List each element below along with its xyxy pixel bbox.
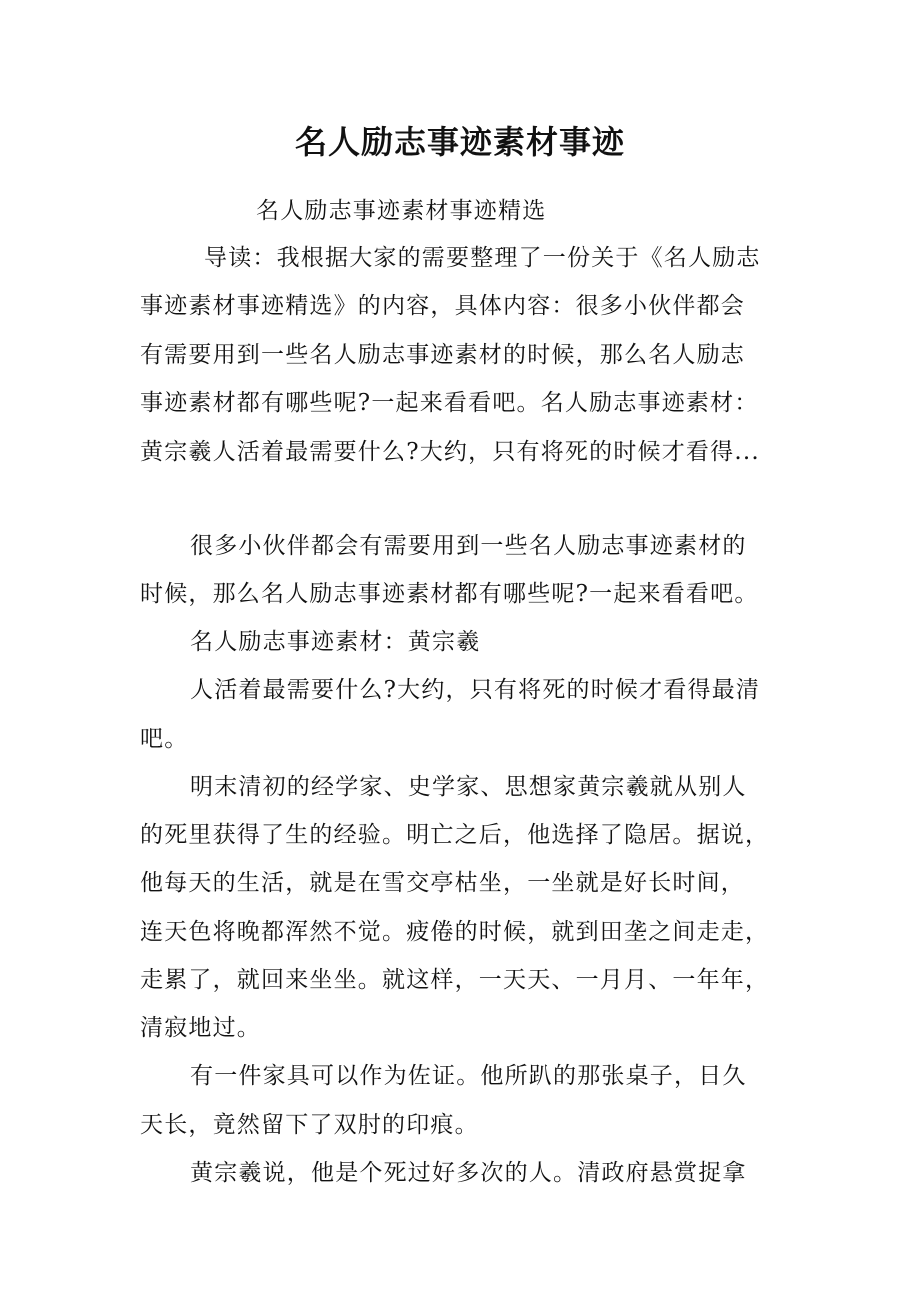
intro-line: 黄宗羲人活着最需要什么?大约，只有将死的时候才看得... xyxy=(140,439,760,465)
body-line: 明末清初的经学家、史学家、思想家黄宗羲就从别人 xyxy=(190,774,747,800)
section-heading: 名人励志事迹素材：黄宗羲 xyxy=(190,629,481,655)
body-line: 有一件家具可以作为佐证。他所趴的那张桌子，日久 xyxy=(190,1063,747,1089)
body-line: 黄宗羲说，他是个死过好多次的人。清政府悬赏捉拿 xyxy=(190,1160,747,1186)
body-line: 天长，竟然留下了双肘的印痕。 xyxy=(140,1112,479,1138)
intro-line: 有需要用到一些名人励志事迹素材的时候，那么名人励志 xyxy=(140,342,745,368)
intro-line: 导读：我根据大家的需要整理了一份关于《名人励志 xyxy=(204,245,761,271)
body-line: 吧。 xyxy=(140,726,189,752)
intro-line: 事迹素材都有哪些呢?一起来看看吧。名人励志事迹素材： xyxy=(140,390,759,416)
body-line: 很多小伙伴都会有需要用到一些名人励志事迹素材的 xyxy=(190,533,747,559)
body-line: 的死里获得了生的经验。明亡之后，他选择了隐居。据说， xyxy=(140,822,770,848)
page-title: 名人励志事迹素材事迹 xyxy=(294,123,625,161)
subtitle: 名人励志事迹素材事迹精选 xyxy=(256,198,547,224)
body-line: 人活着最需要什么?大约，只有将死的时候才看得最清 xyxy=(190,677,761,703)
body-line: 走累了，就回来坐坐。就这样，一天天、一月月、一年年， xyxy=(140,967,770,993)
body-line: 连天色将晚都浑然不觉。疲倦的时候，就到田垄之间走走， xyxy=(140,919,770,945)
intro-line: 事迹素材事迹精选》的内容，具体内容：很多小伙伴都会 xyxy=(140,293,745,319)
body-line: 时候，那么名人励志事迹素材都有哪些呢?一起来看看吧。 xyxy=(140,581,759,607)
body-line: 他每天的生活，就是在雪交亭枯坐，一坐就是好长时间， xyxy=(140,870,745,896)
body-line: 清寂地过。 xyxy=(140,1015,261,1041)
